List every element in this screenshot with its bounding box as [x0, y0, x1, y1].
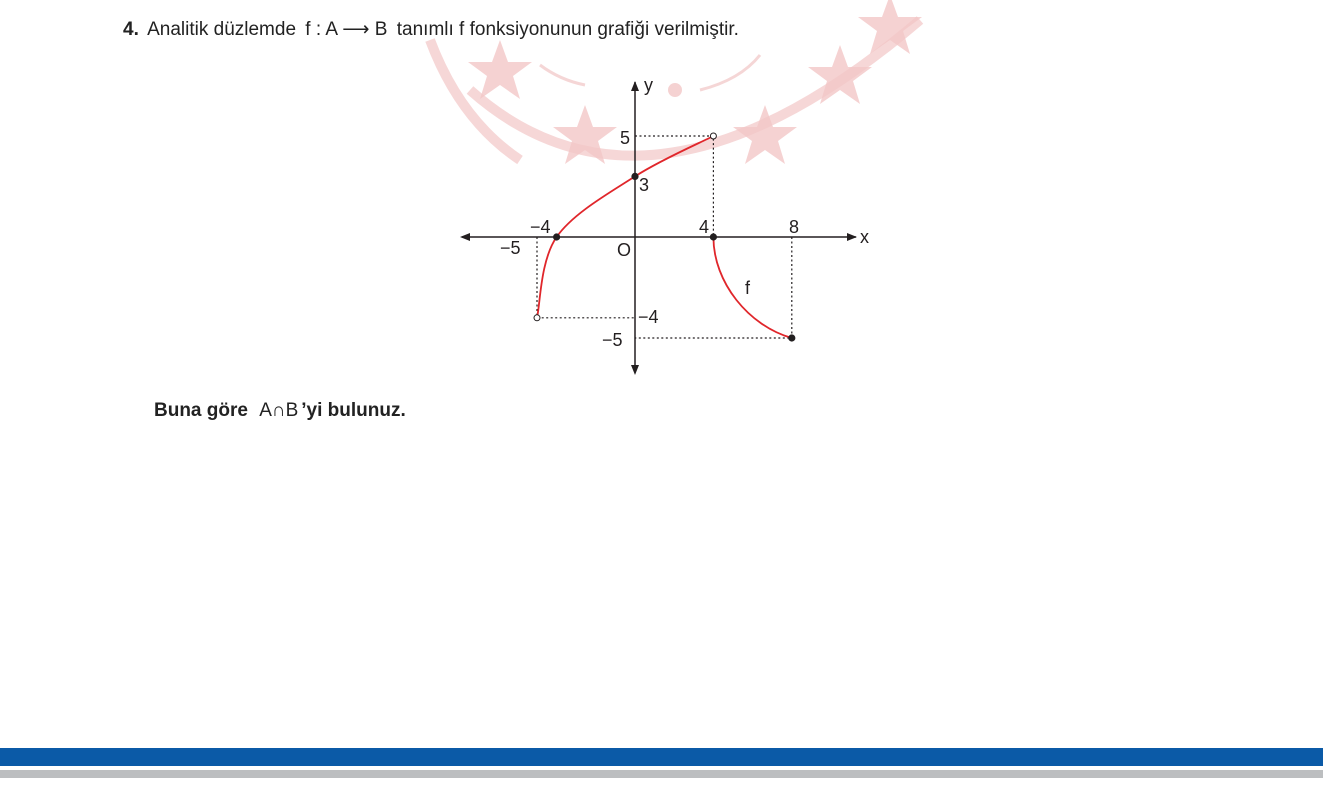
question-text-after: tanımlı f fonksiyonunun grafiği verilmiştir. — [396, 19, 739, 40]
x-tick-label: 8 — [789, 217, 800, 237]
y-tick-label: 5 — [620, 128, 631, 148]
x-tick-label: −4 — [530, 217, 551, 237]
curve-f-branch — [537, 136, 713, 318]
prompt-text-after: ’yi bulunuz. — [301, 400, 406, 421]
x-tick-label: 4 — [699, 217, 710, 237]
footer-bar-gray — [0, 770, 1323, 778]
closed-point — [710, 233, 717, 240]
closed-point — [788, 334, 795, 341]
y-axis-label: y — [644, 75, 653, 95]
open-point — [534, 315, 540, 321]
y-tick-label: −4 — [638, 307, 659, 327]
open-point — [710, 133, 716, 139]
prompt-text-before: Buna göre — [154, 400, 248, 421]
answer-prompt — [154, 400, 406, 422]
closed-point — [553, 233, 560, 240]
footer-bar-blue — [0, 748, 1323, 766]
x-axis-label: x — [860, 227, 869, 247]
x-axis-left-arrowhead — [460, 233, 470, 241]
prompt-math: A∩B — [259, 400, 299, 421]
x-tick-label: −5 — [500, 238, 521, 258]
origin-label: O — [617, 240, 632, 260]
question-text-before: Analitik düzlemde — [147, 19, 297, 40]
curve-label-f: f — [745, 278, 751, 298]
question-math-function: f : A ⟶ B — [305, 19, 388, 40]
closed-point — [631, 173, 638, 180]
question-number: 4. — [123, 19, 139, 40]
y-tick-label: −5 — [602, 330, 623, 350]
y-tick-label: 3 — [639, 175, 650, 195]
curve-f-branch — [713, 237, 791, 338]
y-axis-bottom-arrowhead — [631, 365, 639, 375]
